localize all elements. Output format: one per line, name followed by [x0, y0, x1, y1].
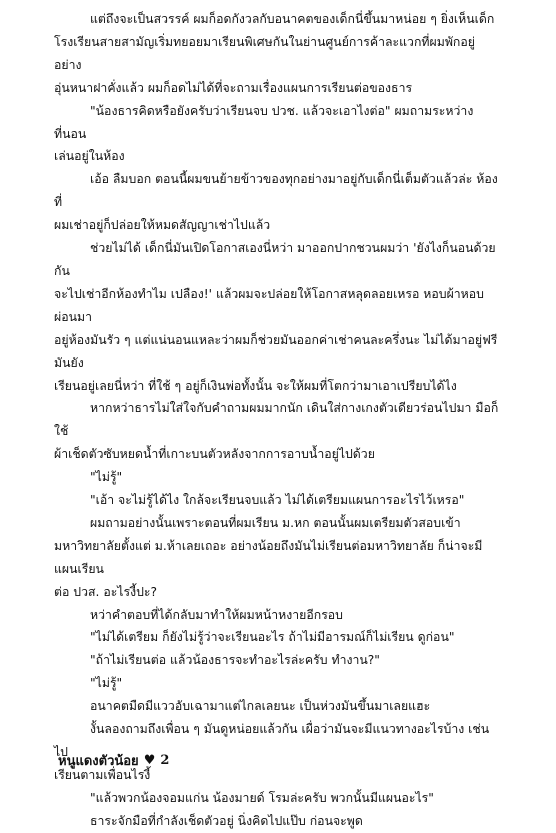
paragraph: "แล้วพวกน้องจอมแก่น น้องมายด์ โรมล่ะครับ พวกนั้นมีแผนอะไร" — [90, 790, 434, 805]
paragraph: "ถ้าไม่เรียนต่อ แล้วน้องธารจะทำอะไรล่ะครับ ทำงาน?" — [90, 653, 380, 668]
paragraph: "ไม่รู้" — [90, 676, 123, 691]
paragraph: อนาคตมืดมีแววอับเฉามาแต่ไกลเลยนะ เป็นห่วงมันขึ้นมาเลยแฮะ — [90, 699, 431, 714]
book-title: หนูแดงตัวน้อย — [58, 754, 139, 769]
paragraph: หว่าคำตอบที่ได้กลับมาทำให้ผมหน้าหงายอีกรอบ — [90, 607, 343, 622]
paragraph: ช่วยไม่ได้ เด็กนี่มันเปิดโอกาสเองนี่หว่า มาออกปากชวนผมว่า 'ยังไงก็นอนด้วยกัน จะไปเช่าอีกห้องทำไม เปลือง!' แล้วผมจะปล่อยให้โอกาสหลุดลอยเหรอ หอบผ้าหอบผ่อนมา อยู่ห้องมันรัว ๆ แต่แน่นอนแหละว่าผมก็ช่วยมันออกค่าเช่าคนละครึ่งนะ ไม่ได้มาอยู่ฟรี มันยัง เรียนอยู่เลยนี่หว่า ที่ใช้ ๆ อยู่ก็เงินพ่อทั้งนั้น จะให้ผมที่โตกว่ามาเอาเปรียบได้ไง — [54, 241, 498, 393]
paragraph: ผมถามอย่างนั้นเพราะตอนที่ผมเรียน ม.หก ตอนนั้นผมเตรียมตัวสอบเข้า มหาวิทยาลัยตั้งแต่ ม.ห้าเลยเถอะ อย่างน้อยถึงมันไม่เรียนต่อมหาวิทยาลัย ก็น่าจะมีแผนเรียน ต่อ ปวส. อะไรงี้ปะ? — [54, 515, 483, 599]
paragraph: แต่ถึงจะเป็นสวรรค์ ผมก็อดกังวลกับอนาคตของเด็กนี่ขึ้นมาหน่อย ๆ ยิ่งเห็นเด็ก โรงเรียนสายสามัญเริ่มทยอยมาเรียนพิเศษกันในย่านศูนย์การค้าละแวกที่ผมพักอยู่อย่าง อุ่นหนาฝาคั่งแล้ว ผมก็อดไม่ได้ที่จะถามเรื่องแผนการเรียนต่อของธาร — [54, 12, 495, 95]
paragraph: "น้องธารคิดหรือยังครับว่าเรียนจบ ปวช. แล้วจะเอาไงต่อ" ผมถามระหว่างที่นอน เล่นอยู่ในห้อง — [54, 103, 474, 164]
paragraph: งั้นลองถามถึงเพื่อน ๆ มันดูหน่อยแล้วกัน เผื่อว่ามันจะมีแนวทางอะไรบ้าง เช่นไป เรียนตามเพื่อนไรงี้ — [54, 722, 490, 782]
paragraph: หากหว่าธารไม่ใส่ใจกับคำถามผมมากนัก เดินใส่กางเกงตัวเดียวร่อนไปมา มือก็ใช้ ผ้าเช็ดตัวซับหยดน้ำที่เกาะบนตัวหลังจากการอาบน้ำอยู่ไปด้วย — [54, 401, 499, 462]
page-number: 2 — [160, 753, 170, 768]
paragraph: "ไม่รู้" — [90, 470, 123, 485]
paragraph: "เอ้า จะไม่รู้ได้ไง ใกล้จะเรียนจบแล้ว ไม่ได้เตรียมแผนการอะไรไว้เหรอ" — [90, 493, 465, 508]
paragraph: "ไม่ได้เตรียม ก็ยังไม่รู้ว่าจะเรียนอะไร ถ้าไม่มีอารมณ์ก็ไม่เรียน ดูก่อน" — [90, 630, 455, 645]
heart-icon: ♥ — [143, 753, 156, 768]
paragraph: เอ้อ ลืมบอก ตอนนี้ผมขนย้ายข้าวของทุกอย่างมาอยู่กับเด็กนี่เต็มตัวแล้วล่ะ ห้องที่ ผมเช่าอยู่ก็ปล่อยให้หมดสัญญาเช่าไปแล้ว — [54, 172, 498, 233]
paragraph: ธาระจักมือที่กำลังเช็ดตัวอยู่ นิ่งคิดไปแป๊บ ก่อนจะพูด — [90, 813, 363, 828]
body-text — [54, 8, 502, 833]
page-footer — [58, 750, 169, 771]
